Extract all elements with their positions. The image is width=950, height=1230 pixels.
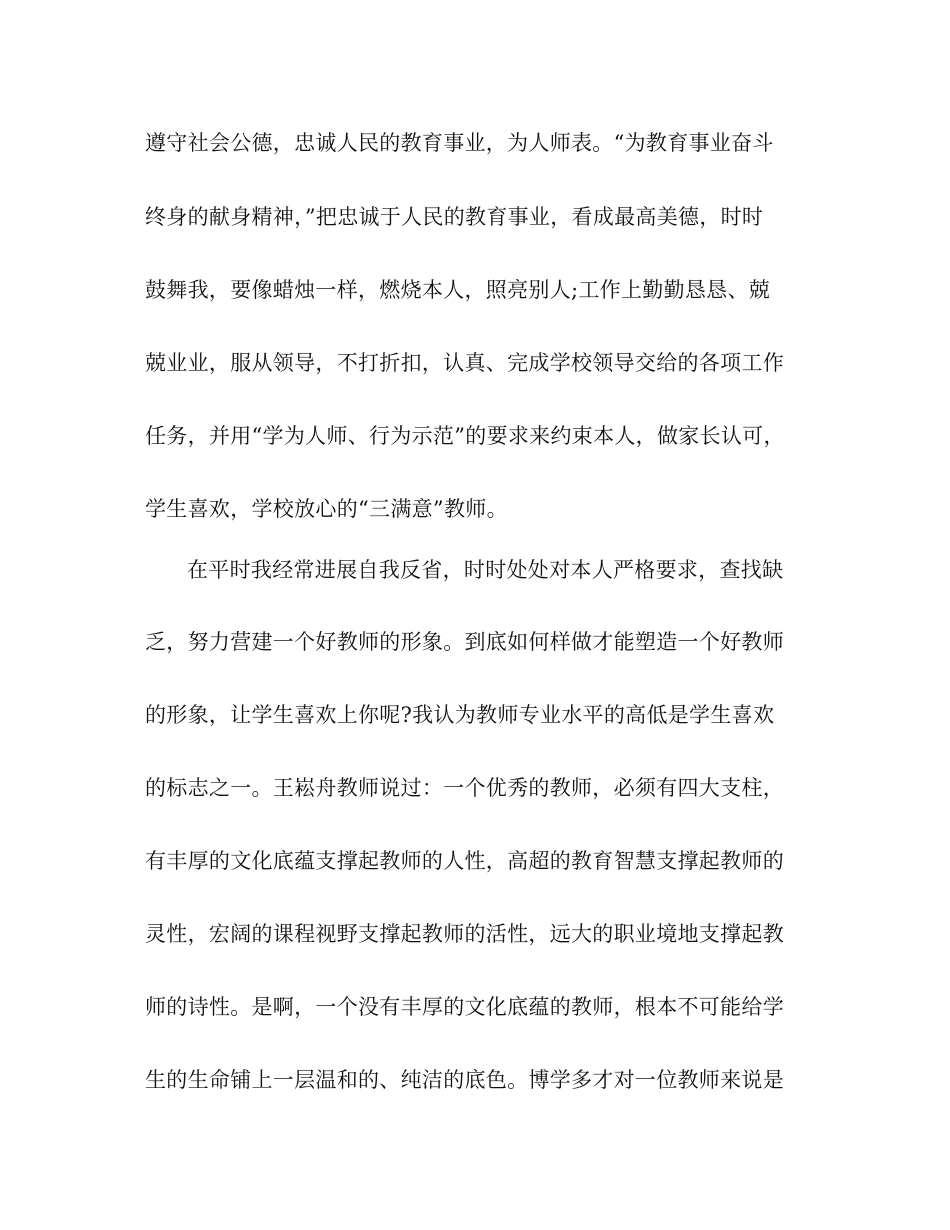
text-line: 兢业业，服从领导，不打折扣，认真、完成学校领导交给的各项工作 xyxy=(145,351,784,375)
text-line: 灵性，宏阔的课程视野支撑起教师的活性，远大的职业境地支撑起教 xyxy=(145,922,784,946)
text-line: 的标志之一。王崧舟教师说过：一个优秀的教师，必须有四大支柱， xyxy=(145,776,784,800)
text-line: 师的诗性。是啊，一个没有丰厚的文化底蕴的教师，根本不可能给学 xyxy=(145,995,784,1019)
text-line: 鼓舞我，要像蜡烛一样，燃烧本人，照亮别人;工作上勤勤恳恳、兢 xyxy=(145,278,771,302)
text-line: 的形象，让学生喜欢上你呢?我认为教师专业水平的高低是学生喜欢 xyxy=(145,703,775,727)
text-line: 生的生命铺上一层温和的、纯洁的底色。博学多才对一位教师来说是 xyxy=(145,1068,784,1092)
text-line: 终身的献身精神，”把忠诚于人民的教育事业，看成最高美德，时时 xyxy=(145,205,764,229)
text-line: 有丰厚的文化底蕴支撑起教师的人性，高超的教育智慧支撑起教师的 xyxy=(145,849,784,873)
text-line: 在平时我经常进展自我反省，时时处处对本人严格要求，查找缺 xyxy=(187,558,784,582)
text-line: 遵守社会公德，忠诚人民的教育事业，为人师表。“为教育事业奋斗 xyxy=(145,131,774,155)
text-line: 任务，并用“学为人师、行为示范”的要求来约束本人，做家长认可， xyxy=(145,424,785,448)
text-line: 学生喜欢，学校放心的“三满意”教师。 xyxy=(145,497,508,521)
text-line: 乏，努力营建一个好教师的形象。到底如何样做才能塑造一个好教师 xyxy=(145,630,784,654)
